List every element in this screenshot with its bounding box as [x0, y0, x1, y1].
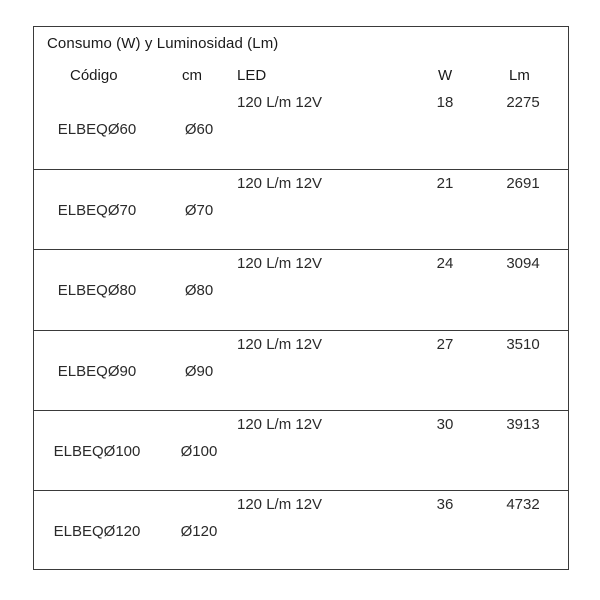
diameter-cell: Ø120 [180, 523, 218, 540]
diameter-cell: Ø90 [184, 363, 214, 380]
watt-cell: 27 [436, 336, 454, 353]
code-cell: ELBEQØ120 [53, 523, 141, 540]
led-cell: 120 L/m 12V [237, 175, 323, 192]
header-w: W [438, 67, 453, 84]
header-led: LED [237, 67, 267, 84]
header-lm: Lm [509, 67, 530, 84]
watt-cell: 18 [436, 94, 454, 111]
lumen-cell: 3510 [506, 336, 540, 353]
table-row [34, 170, 568, 250]
lumen-cell: 3094 [506, 255, 540, 272]
header-code: Código [70, 67, 118, 84]
led-cell: 120 L/m 12V [237, 336, 323, 353]
table-row [34, 331, 568, 411]
code-cell: ELBEQØ90 [57, 363, 137, 380]
led-cell: 120 L/m 12V [237, 255, 323, 272]
table-row [34, 411, 568, 491]
watt-cell: 21 [436, 175, 454, 192]
diameter-cell: Ø60 [184, 121, 214, 138]
diameter-cell: Ø100 [180, 443, 218, 460]
lumen-cell: 3913 [506, 416, 540, 433]
lumen-cell: 4732 [506, 496, 540, 513]
watt-cell: 30 [436, 416, 454, 433]
led-cell: 120 L/m 12V [237, 94, 323, 111]
code-cell: ELBEQØ70 [57, 202, 137, 219]
led-cell: 120 L/m 12V [237, 416, 323, 433]
header-cm: cm [182, 67, 202, 84]
table-row [34, 491, 568, 569]
watt-cell: 24 [436, 255, 454, 272]
diameter-cell: Ø80 [184, 282, 214, 299]
watt-cell: 36 [436, 496, 454, 513]
lumen-cell: 2275 [506, 94, 540, 111]
table-row [34, 27, 568, 170]
led-cell: 120 L/m 12V [237, 496, 323, 513]
table-title: Consumo (W) y Luminosidad (Lm) [47, 35, 279, 52]
table-row [34, 250, 568, 331]
code-cell: ELBEQØ100 [53, 443, 141, 460]
lumen-cell: 2691 [506, 175, 540, 192]
diameter-cell: Ø70 [184, 202, 214, 219]
code-cell: ELBEQØ60 [57, 121, 137, 138]
code-cell: ELBEQØ80 [57, 282, 137, 299]
spec-table [33, 26, 569, 570]
